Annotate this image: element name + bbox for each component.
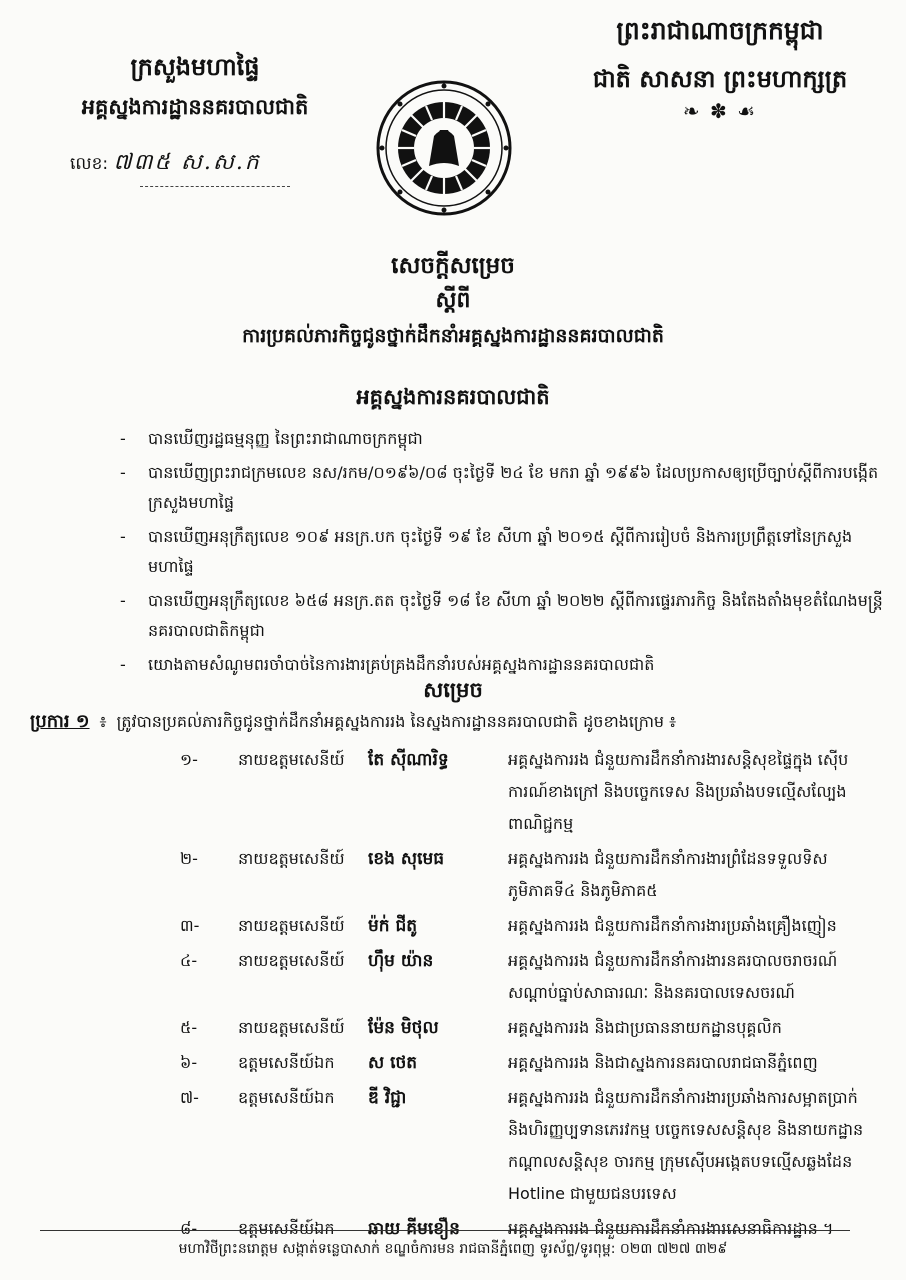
officer-rank: នាយឧត្តមសេនីយ៍ (238, 951, 345, 970)
officer-rank: នាយឧត្តមសេនីយ៍ (238, 849, 345, 868)
officer-row (180, 1082, 880, 1210)
officer-function: អគ្គស្នងការរង ជំនួយការដឹកនាំការងារប្រឆាំងការសម្អាតប្រាក់ និងហិរញ្ញប្បទានភេរវកម្ម បច្ចេកទេសសន្តិសុខ និងនាយកដ្ឋានកណ្តាលសន្តិសុខ ចារកម្ម ក្រុមស៊ើបអង្កេតបទល្មើសឆ្លងដែន Hotline ជាមួយជនបរទេស (508, 1088, 864, 1203)
officer-function: អគ្គស្នងការរង ជំនួយការដឹកនាំការងារសេនាធិការដ្ឋាន ។ (508, 1219, 834, 1238)
officer-name: ខេង សុមេធ (368, 849, 445, 869)
officer-function: អគ្គស្នងការរង និងជាស្នងការនគរបាលរាជធានីភ្នំពេញ (508, 1053, 818, 1072)
issuing-authority: អគ្គស្នងការនគរបាលជាតិ (356, 385, 550, 409)
officer-rank: នាយឧត្តមសេនីយ៍ (238, 750, 345, 769)
article-1 (30, 706, 890, 738)
officer-row (180, 910, 880, 942)
officer-function: អគ្គស្នងការរង ជំនួយការដឹកនាំការងារព្រំដែនទទួលទិសភូមិភាគទី៤ និងភូមិភាគ៥ (508, 849, 828, 900)
officer-index: ៧- (180, 1088, 199, 1107)
title-about: ស្តីពី (435, 288, 471, 313)
national-motto: ជាតិ សាសនា ព្រះមហាក្សត្រ (592, 65, 848, 93)
footer-divider (40, 1230, 850, 1231)
reference-label: លេខ: (70, 154, 109, 174)
legal-basis-list (120, 424, 890, 684)
officer-row (180, 843, 880, 907)
kingdom-header (560, 12, 880, 124)
title-subject: ការប្រគល់ភារកិច្ចជូនថ្នាក់ដឹកនាំអគ្គស្នងការដ្ឋាននគរបាលជាតិ (242, 325, 664, 347)
officer-name: ស ថេត (368, 1053, 418, 1073)
officer-index: ៤- (180, 951, 198, 970)
footer-address: មហាវិថីព្រះនរោត្តម សង្កាត់ទន្លេបាសាក់ ខណ្ឌចំការមន រាជធានីភ្នំពេញ ទូរស័ព្ទ/ទូរពុម្ព: ០២៣ ៧២៧ ៣២៩ (178, 1241, 728, 1257)
officer-list (180, 744, 880, 1245)
officer-name: ម៉ែន មិថុល (368, 1018, 439, 1038)
legal-basis-item: - បានឃើញអនុក្រឹត្យលេខ ១០៩ អនក្រ.បក ចុះថ្ងៃទី ១៩ ខែ សីហា ឆ្នាំ ២០១៥ ស្តីពីការរៀបចំ និងការប្រព្រឹត្តទៅនៃក្រសួងមហាផ្ទៃ (120, 522, 890, 582)
officer-index: ៦- (180, 1053, 198, 1072)
officer-index: ៨- (180, 1219, 198, 1238)
officer-function: អគ្គស្នងការរង ជំនួយការដឹកនាំការងារប្រឆាំងគ្រឿងញៀន (508, 916, 837, 935)
officer-index: ១- (180, 750, 198, 769)
decides-heading: សម្រេច (423, 678, 483, 702)
officer-function: អគ្គស្នងការរង និងជាប្រធាននាយកដ្ឋានបុគ្គលិក (508, 1018, 782, 1037)
reference-underline (140, 186, 290, 187)
officer-rank: នាយឧត្តមសេនីយ៍ (238, 916, 345, 935)
title-decision: សេចក្តីសម្រេច (391, 253, 515, 279)
officer-index: ៣- (180, 916, 200, 935)
officer-row (180, 945, 880, 1009)
article-label: ប្រការ ១ (30, 711, 90, 732)
article-text: ត្រូវបានប្រគល់ភារកិច្ចជូនថ្នាក់ដឹកនាំអគ្គស្នងការរង នៃស្នងការដ្ឋាននគរបាលជាតិ ដូចខាងក្រោម ៖ (116, 712, 677, 731)
officer-rank: ឧត្តមសេនីយ៍ឯក (238, 1219, 335, 1238)
kingdom-name: ព្រះរាជាណាចក្រកម្ពុជា (616, 16, 824, 45)
officer-name: ម៉ក់ ជីតូ (368, 916, 418, 936)
ministry-name: ក្រសួងមហាផ្ទៃ (130, 53, 260, 81)
document-title (0, 248, 906, 354)
officer-name: ឌី វិជ្ជា (368, 1088, 407, 1108)
officer-function: អគ្គស្នងការរង ជំនួយការដឹកនាំការងារសន្តិសុខផ្ទៃក្នុង ស៊ើបការណ៍ខាងក្រៅ និងបច្ចេកទេស និងប្រឆាំងបទល្មើសល្បែងពាណិជ្ជកម្ម (508, 750, 849, 833)
officer-function: អគ្គស្នងការរង ជំនួយការដឹកនាំការងារនគរបាលចរាចរណ៍ សណ្តាប់ធ្នាប់សាធារណៈ និងនគរបាលទេសចរណ៍ (508, 951, 838, 1002)
article-colon: ៖ (99, 712, 107, 731)
officer-row (180, 1047, 880, 1079)
officer-name: ឆាយ គីមខឿន (368, 1219, 460, 1239)
officer-rank: នាយឧត្តមសេនីយ៍ (238, 1018, 345, 1037)
officer-rank: ឧត្តមសេនីយ៍ឯក (238, 1053, 335, 1072)
officer-row (180, 1012, 880, 1044)
reference-number (70, 148, 261, 180)
issuer-header (60, 50, 330, 124)
legal-basis-item: - យោងតាមសំណូមពរចាំបាច់នៃការងារគ្រប់គ្រងដឹកនាំរបស់អគ្គស្នងការដ្ឋាននគរបាលជាតិ (120, 650, 890, 680)
officer-rank: ឧត្តមសេនីយ៍ឯក (238, 1088, 335, 1107)
legal-basis-item: - បានឃើញព្រះរាជក្រមលេខ នស/រកម/០១៩៦/០៨ ចុះថ្ងៃទី ២៤ ខែ មករា ឆ្នាំ ១៩៩៦ ដែលប្រកាសឲ្យប្រើច្បាប់ស្តីពីការបង្កើតក្រសួងមហាផ្ទៃ (120, 458, 890, 518)
ornament-icon: ❧ ✽ ☙ (682, 99, 758, 123)
police-seal-icon (374, 78, 514, 218)
department-name: អគ្គស្នងការដ្ឋាននគរបាលជាតិ (81, 95, 309, 119)
officer-index: ៥- (180, 1018, 198, 1037)
reference-value: ៧៣៥ ស.ស.ក (113, 150, 261, 175)
officer-name: ហ៊ឹម យ៉ាន (368, 951, 434, 971)
legal-basis-item: - បានឃើញរដ្ឋធម្មនុញ្ញ នៃព្រះរាជាណាចក្រកម្ពុជា (120, 424, 890, 454)
officer-row (180, 744, 880, 840)
officer-name: តែ ស៊ីណារិទ្ធ (368, 750, 449, 770)
legal-basis-item: - បានឃើញអនុក្រឹត្យលេខ ៦៥៨ អនក្រ.តត ចុះថ្ងៃទី ១៨ ខែ សីហា ឆ្នាំ ២០២២ ស្តីពីការផ្ទេរភារកិច្ច និងតែងតាំងមុខតំណែងមន្ត្រីនគរបាលជាតិកម្ពុជា (120, 586, 890, 646)
officer-index: ២- (180, 849, 198, 868)
